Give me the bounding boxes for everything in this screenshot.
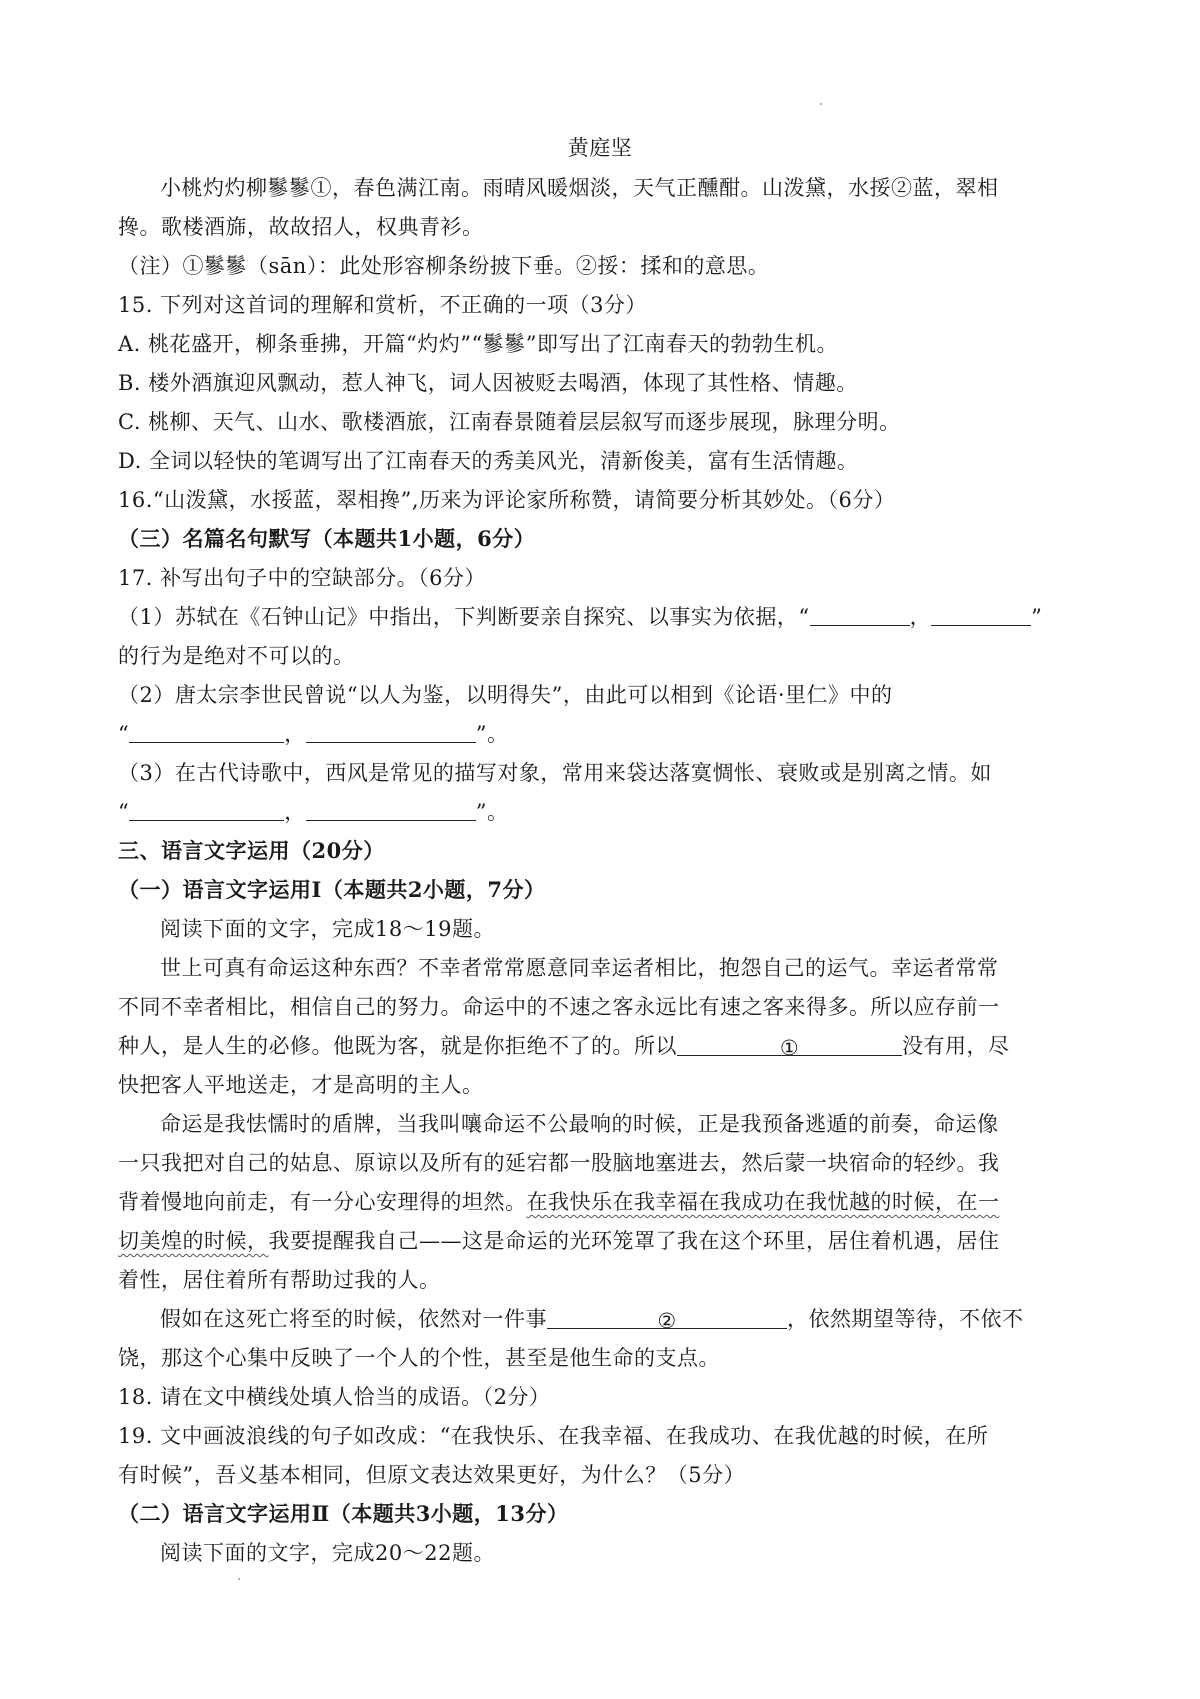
- poem-line: 搀。歌楼酒旆，故故招人，权典青衫。: [118, 215, 484, 239]
- answer-blank-2[interactable]: ②: [547, 1306, 787, 1329]
- option-d: D. 全词以轻快的笔调写出了江南春天的秀美风光，清新俊美，富有生活情趣。: [118, 449, 859, 473]
- question-19: 19. 文中画波浪线的句子如改成：“在我快乐、在我幸福、在我成功、在我优越的时候，在所: [118, 1424, 989, 1448]
- question-17: 17. 补写出句子中的空缺部分。（6分）: [118, 566, 486, 590]
- wavy-underlined-sentence: 在我快乐在我幸福在我成功在我忧越的时候，在一: [526, 1190, 1000, 1214]
- option-a: A. 桃花盛开，柳条垂拂，开篇“灼灼”“鬖鬖”即写出了江南春天的勃勃生机。: [118, 332, 838, 356]
- answer-blank[interactable]: [306, 798, 476, 821]
- wavy-underlined-sentence: 切美煌的时候，: [118, 1229, 269, 1253]
- answer-blank[interactable]: [129, 720, 284, 743]
- answer-blank[interactable]: [810, 603, 910, 626]
- question-17-part-2-blanks: “ ， ”。: [118, 722, 509, 746]
- passage-line: 世上可真有命运这种东西？不幸者常常愿意同幸运者相比，抱怨自己的运气。幸运者常常: [160, 956, 999, 980]
- answer-blank[interactable]: [129, 798, 284, 821]
- option-b: B. 楼外酒旗迎风飘动，惹人神飞，词人因被贬去喝酒，体现了其性格、情趣。: [118, 371, 858, 395]
- passage-line: 一只我把对自己的姑息、原谅以及所有的延宕都一股脑地塞进去，然后蒙一块宿命的轻纱。我: [118, 1151, 1000, 1175]
- passage-line: 种人，是人生的必修。他既为客，就是你拒绝不了的。所以 ① 没有用，尽: [118, 1034, 1010, 1060]
- scan-speck: [820, 103, 822, 105]
- poem-author: 黄庭坚: [567, 136, 633, 160]
- reading-instruction: 阅读下面的文字，完成18～19题。: [160, 917, 495, 941]
- passage-line: 饶，那这个心集中反映了一个人的个性，甚至是他生命的支点。: [118, 1346, 720, 1370]
- poem-line: 小桃灼灼柳鬖鬖①，春色满江南。雨晴风暖烟淡，天气正醺酣。山泼黛，水挼②蓝，翠相: [160, 176, 999, 200]
- question-16: 16.“山泼黛，水挼蓝，翠相搀”,历来为评论家所称赞，请简要分析其妙处。（6分）: [118, 488, 896, 512]
- answer-blank-1[interactable]: ①: [677, 1033, 902, 1056]
- question-18: 18. 请在文中横线处填人恰当的成语。（2分）: [118, 1385, 551, 1409]
- scan-speck: [238, 1578, 240, 1580]
- answer-blank[interactable]: [931, 603, 1031, 626]
- question-19-cont: 有时候”，吾义基本相同，但原文表达效果更好，为什么？（5分）: [118, 1463, 746, 1487]
- passage-line: 着性，居住着所有帮助过我的人。: [118, 1268, 441, 1292]
- passage-line: 快把客人平地送走，才是高明的主人。: [118, 1073, 484, 1097]
- option-c: C. 桃柳、天气、山水、歌楼酒旅，江南春景随着层层叙写而逐步展现，脉理分明。: [118, 410, 901, 434]
- question-15: 15. 下列对这首词的理解和赏析，不正确的一项（3分）: [118, 293, 647, 317]
- reading-instruction: 阅读下面的文字，完成20～22题。: [160, 1541, 495, 1565]
- passage-line: 假如在这死亡将至的时候，依然对一件事 ② ，依然期望等待，不依不: [160, 1307, 1024, 1333]
- passage-line: 不同不幸者相比，相信自己的努力。命运中的不速之客永远比有速之客来得多。所以应存前一: [118, 995, 1000, 1019]
- passage-line: 命运是我怯懦时的盾牌，当我叫嚷命运不公最响的时候，正是我预备逃遁的前奏，命运像: [160, 1112, 999, 1136]
- question-17-part-3-blanks: “ ， ”。: [118, 800, 509, 824]
- passage-line: 切美煌的时候，我要提醒我自己——这是命运的光环笼罩了我在这个环里，居住着机遇，居住: [118, 1229, 1000, 1253]
- section-heading: （二）语言文字运用Ⅱ（本题共3小题，13分）: [118, 1501, 569, 1526]
- answer-blank[interactable]: [306, 720, 476, 743]
- question-17-part-2: （2）唐太宗李世民曾说“以人为鉴，以明得失”，由此可以相到《论语·里仁》中的: [118, 683, 893, 707]
- question-17-part-3: （3）在古代诗歌中，西风是常见的描写对象，常用来袋达落寞惆怅、衰败或是别离之情。如: [118, 761, 992, 785]
- question-17-part-1-cont: 的行为是绝对不可以的。: [118, 644, 355, 668]
- part-heading: 三、语言文字运用（20分）: [118, 838, 385, 863]
- poem-note: （注）①鬖鬖（sān）：此处形容柳条纷披下垂。②挼：揉和的意思。: [118, 254, 770, 278]
- section-heading: （一）语言文字运用Ⅰ（本题共2小题，7分）: [118, 877, 546, 902]
- question-17-part-1: （1）苏轼在《石钟山记》中指出，下判断要亲自探究、以事实为依据，“ ， ”: [118, 605, 1043, 629]
- passage-line: 背着慢地向前走，有一分心安理得的坦然。在我快乐在我幸福在我成功在我忧越的时候，在一: [118, 1190, 1000, 1214]
- section-heading: （三）名篇名句默写（本题共1小题，6分）: [118, 526, 536, 551]
